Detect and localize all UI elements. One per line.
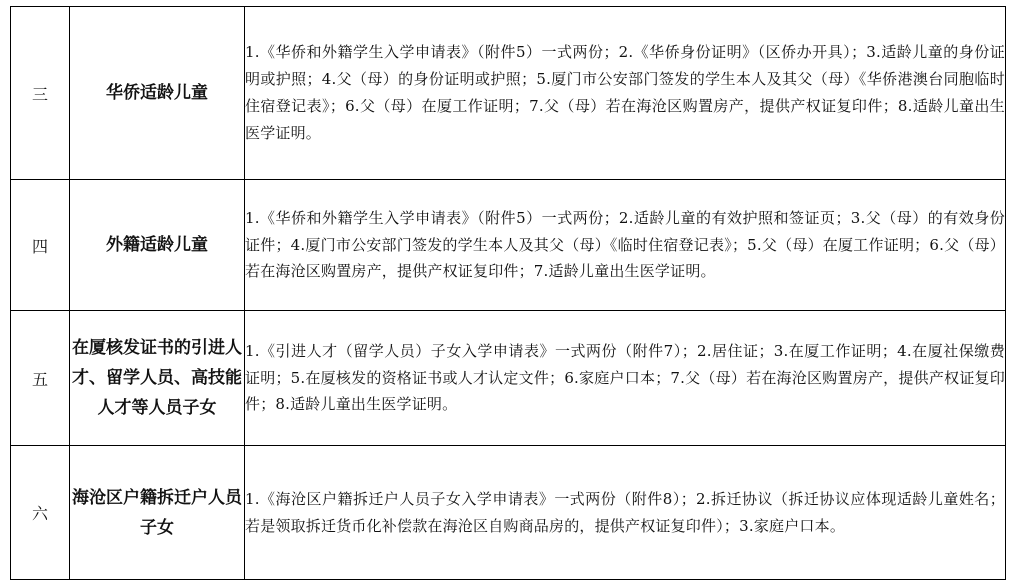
row-category: 华侨适龄儿童	[70, 7, 245, 180]
row-index: 三	[11, 7, 70, 180]
table-row	[11, 311, 1006, 446]
row-index: 四	[11, 180, 70, 311]
table-row	[11, 7, 1006, 180]
row-requirements: 1.《华侨和外籍学生入学申请表》（附件5）一式两份；2.适龄儿童的有效护照和签证页；3.父（母）的有效身份证件；4.厦门市公安部门签发的学生本人及其父（母）《临时住宿登记表》；5.父（母）在厦工作证明；6.父（母）若在海沧区购置房产，提供产权证复印件；7.适龄儿童出生医学证明。	[245, 180, 1006, 311]
row-index: 五	[11, 311, 70, 446]
row-requirements: 1.《华侨和外籍学生入学申请表》（附件5）一式两份；2.《华侨身份证明》（区侨办开具）；3.适龄儿童的身份证明或护照；4.父（母）的身份证明或护照；5.厦门市公安部门签发的学生本人及其父（母）《华侨港澳台同胞临时住宿登记表》；6.父（母）在厦工作证明；7.父（母）若在海沧区购置房产，提供产权证复印件；8.适龄儿童出生医学证明。	[245, 7, 1006, 180]
row-requirements: 1.《海沧区户籍拆迁户人员子女入学申请表》一式两份（附件8）；2.拆迁协议（拆迁协议应体现适龄儿童姓名；若是领取拆迁货币化补偿款在海沧区自购商品房的，提供产权证复印件）；3.家庭户口本。	[245, 446, 1006, 580]
row-index: 六	[11, 446, 70, 580]
row-category: 在厦核发证书的引进人才、留学人员、高技能人才等人员子女	[70, 311, 245, 446]
row-category: 外籍适龄儿童	[70, 180, 245, 311]
requirements-table	[10, 6, 1006, 580]
row-requirements: 1.《引进人才（留学人员）子女入学申请表》一式两份（附件7）；2.居住证；3.在厦工作证明；4.在厦社保缴费证明；5.在厦核发的资格证书或人才认定文件；6.家庭户口本；7.父（母）若在海沧区购置房产，提供产权证复印件；8.适龄儿童出生医学证明。	[245, 311, 1006, 446]
table-row	[11, 446, 1006, 580]
table-row	[11, 180, 1006, 311]
row-category: 海沧区户籍拆迁户人员子女	[70, 446, 245, 580]
